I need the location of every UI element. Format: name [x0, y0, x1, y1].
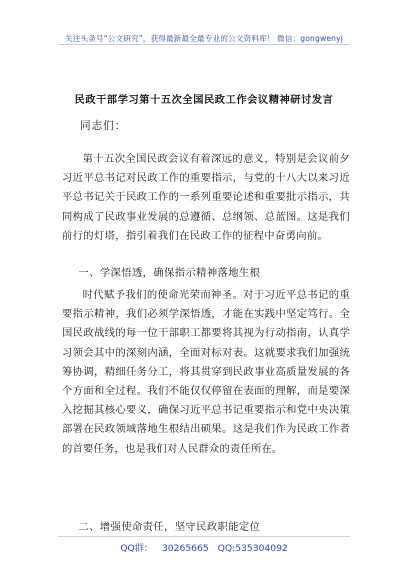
salutation: 同志们：: [80, 120, 127, 132]
contact-footer: QQ群： 30265665 QQ:535304092: [120, 543, 288, 554]
section-heading-2: 二、增强使命责任，坚守民政职能定位: [78, 521, 261, 533]
header-divider: [58, 44, 350, 45]
intro-paragraph: 第十五次全国民政会议有着深远的意义，特别是会议前夕习近平总书记对民政工作的重要指示，与党的十八大以来习近平总书记关于民政工作的一系列重要论述和重要批示指示，共同构成了民政事业发展的总遵循、总纲领、总蓝图。这是我们前行的灯塔，指引着我们在民政工作的征程中奋勇向前。: [62, 153, 350, 242]
promo-header: 关注头条号“公文研究”，获得最新最全最专业的公文资料库！ 微信：gongwenyj: [64, 34, 344, 43]
footer-divider: [58, 536, 350, 537]
section-heading-1: 一、学深悟透，确保指示精神落地生根: [78, 267, 261, 279]
section1-paragraph: 时代赋予我们的使命光荣而神圣。对于习近平总书记的重要指示精神，我们必须学深悟透，才能在实践中坚定笃行。全国民政战线的每一位干部职工都要将其视为行动指南，认真学习领会其中的深刻内涵，全面对标对表。这就要求我们加强统筹协调，精细任务分工，将其贯穿到民政事业高质量发展的各个方面和全过程。我们不能仅仅停留在表面的理解，而是要深入挖掘其核心要义，确保习近平总书记重要指示和党中央决策部署在民政领域落地生根结出硕果。这是我们作为民政工作者的首要任务，也是我们对人民群众的责任所在。: [62, 289, 350, 455]
document-title: 民政干部学习第十五次全国民政工作会议精神研讨发言: [74, 95, 334, 106]
